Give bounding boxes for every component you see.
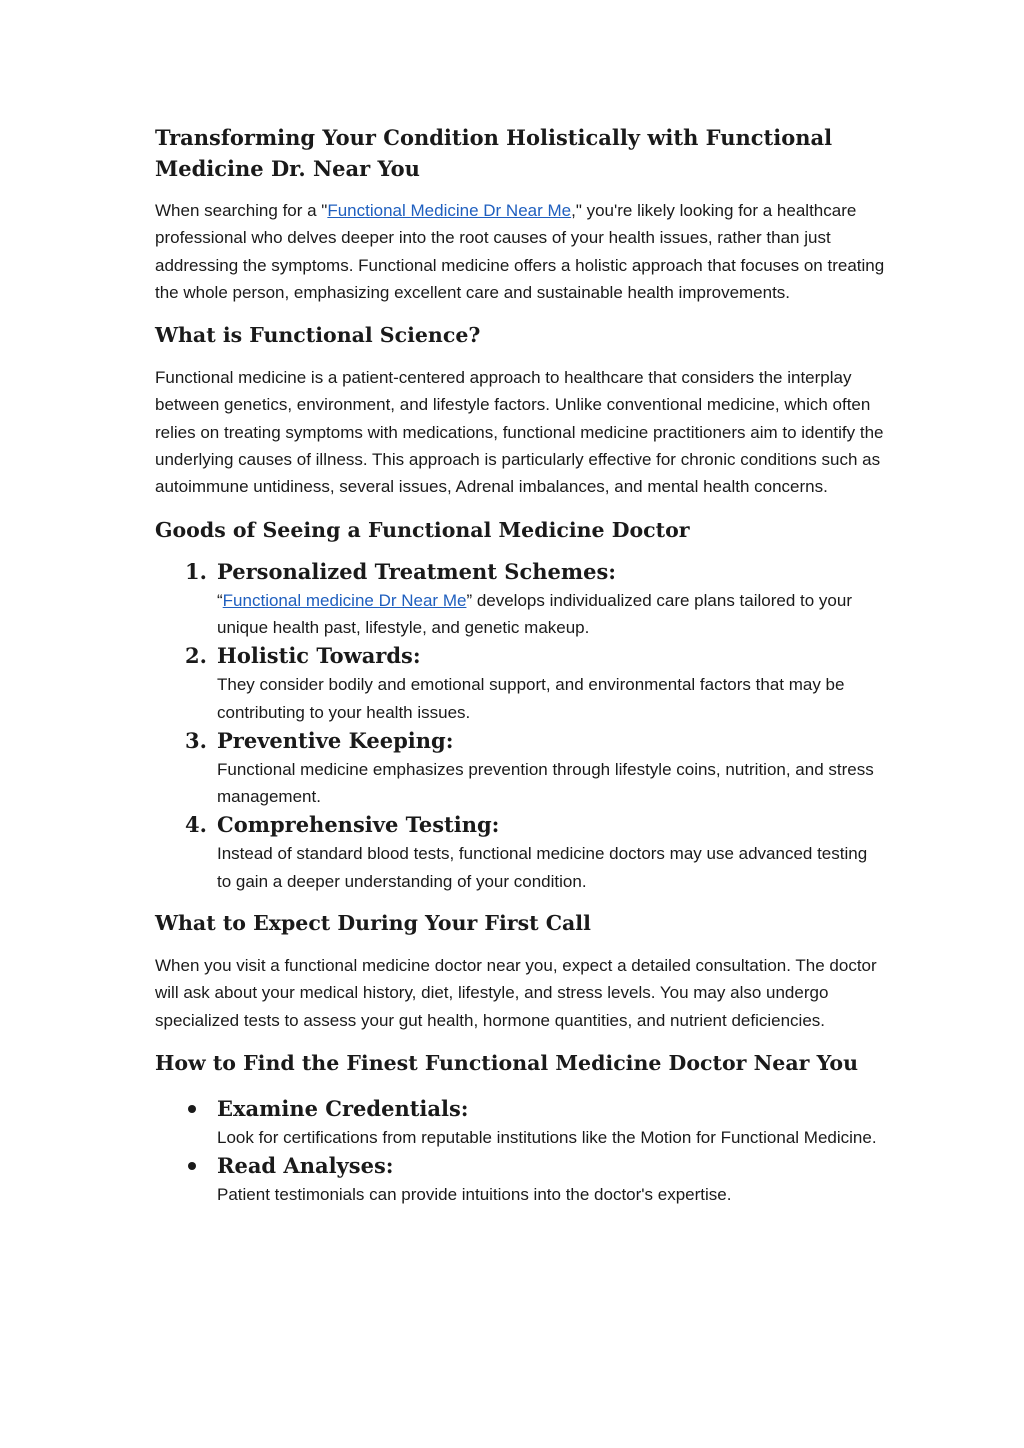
list-item-body: Look for certifications from reputable institutions like the Motion for Functional Medicine. [217, 1127, 877, 1147]
bullet-icon [188, 1105, 196, 1113]
intro-text-before: When searching for a " [155, 201, 328, 220]
list-item [155, 641, 885, 726]
functional-medicine-link[interactable]: Functional medicine Dr Near Me [222, 590, 467, 610]
functional-medicine-link[interactable]: Functional Medicine Dr Near Me [327, 201, 572, 220]
list-item [155, 1151, 885, 1208]
list-number: 3. [185, 727, 207, 753]
list-item-title: Examine Credentials: [217, 1095, 469, 1121]
intro-paragraph [155, 197, 885, 306]
list-item-text: ” develops individualized care plans tailored to your unique health past, lifestyle, and genetic makeup. [217, 590, 852, 637]
quote-open: “ [217, 590, 223, 610]
benefits-list [155, 557, 885, 895]
list-number: 2. [185, 643, 207, 669]
list-item [155, 810, 885, 895]
section-heading-first-call: What to Expect During Your First Call [155, 911, 591, 936]
section-heading-benefits: Goods of Seeing a Functional Medicine Doctor [155, 517, 690, 542]
list-item-title: Personalized Treatment Schemes: [217, 558, 617, 584]
list-item-title: Comprehensive Testing: [217, 812, 500, 838]
title-line-2: Medicine Dr. Near You [155, 156, 420, 181]
list-item-title: Preventive Keeping: [217, 727, 454, 753]
title-line-1: Transforming Your Condition Holistically with Functional [155, 125, 833, 150]
document-title [155, 122, 885, 184]
bullet-icon [188, 1162, 196, 1170]
list-item-body: Functional medicine emphasizes prevention through lifestyle coins, nutrition, and stress management. [217, 759, 874, 807]
list-number: 4. [185, 812, 207, 838]
list-item-body: Patient testimonials can provide intuitions into the doctor's expertise. [217, 1185, 732, 1205]
list-item-body: Instead of standard blood tests, functional medicine doctors may use advanced testing to gain a deeper understanding of your condition. [217, 844, 868, 891]
list-item [155, 726, 885, 811]
list-item-title: Read Analyses: [217, 1153, 394, 1179]
list-item-body: They consider bodily and emotional support, and environmental factors that may be contributing to your health issues. [217, 675, 845, 722]
document-page [155, 122, 885, 1209]
what-is-paragraph: Functional medicine is a patient-centered approach to healthcare that considers the interplay between genetics, environment, and lifestyle factors. Unlike conventional medicine, which often relies on treating symptoms with medications, functional medicine practitioners aim to identify the underlying causes of illness. This approach is particularly effective for chronic conditions such as autoimmune untidiness, several issues, Adrenal imbalances, and mental health concerns. [155, 368, 884, 497]
find-doctor-list [155, 1094, 885, 1209]
list-number: 1. [185, 558, 207, 584]
list-item-title: Holistic Towards: [217, 643, 421, 669]
section-heading-find-doctor: How to Find the Finest Functional Medicine Doctor Near You [155, 1050, 858, 1075]
list-item [155, 1094, 885, 1151]
first-call-paragraph: When you visit a functional medicine doctor near you, expect a detailed consultation. The doctor will ask about your medical history, diet, lifestyle, and stress levels. You may also undergo specialized tests to assess your gut health, hormone quantities, and nutrient deficiencies. [155, 956, 877, 1030]
intro-text-after: ," you're likely looking for a healthcare professional who delves deeper into the root causes of your health issues, rather than just addressing the symptoms. Functional medicine offers a holistic approach that focuses on treating the whole person, emphasizing excellent care and sustainable health improvements. [155, 201, 885, 302]
list-item [155, 557, 885, 642]
section-heading-what-is: What is Functional Science? [155, 323, 481, 348]
list-item-body [217, 587, 885, 642]
